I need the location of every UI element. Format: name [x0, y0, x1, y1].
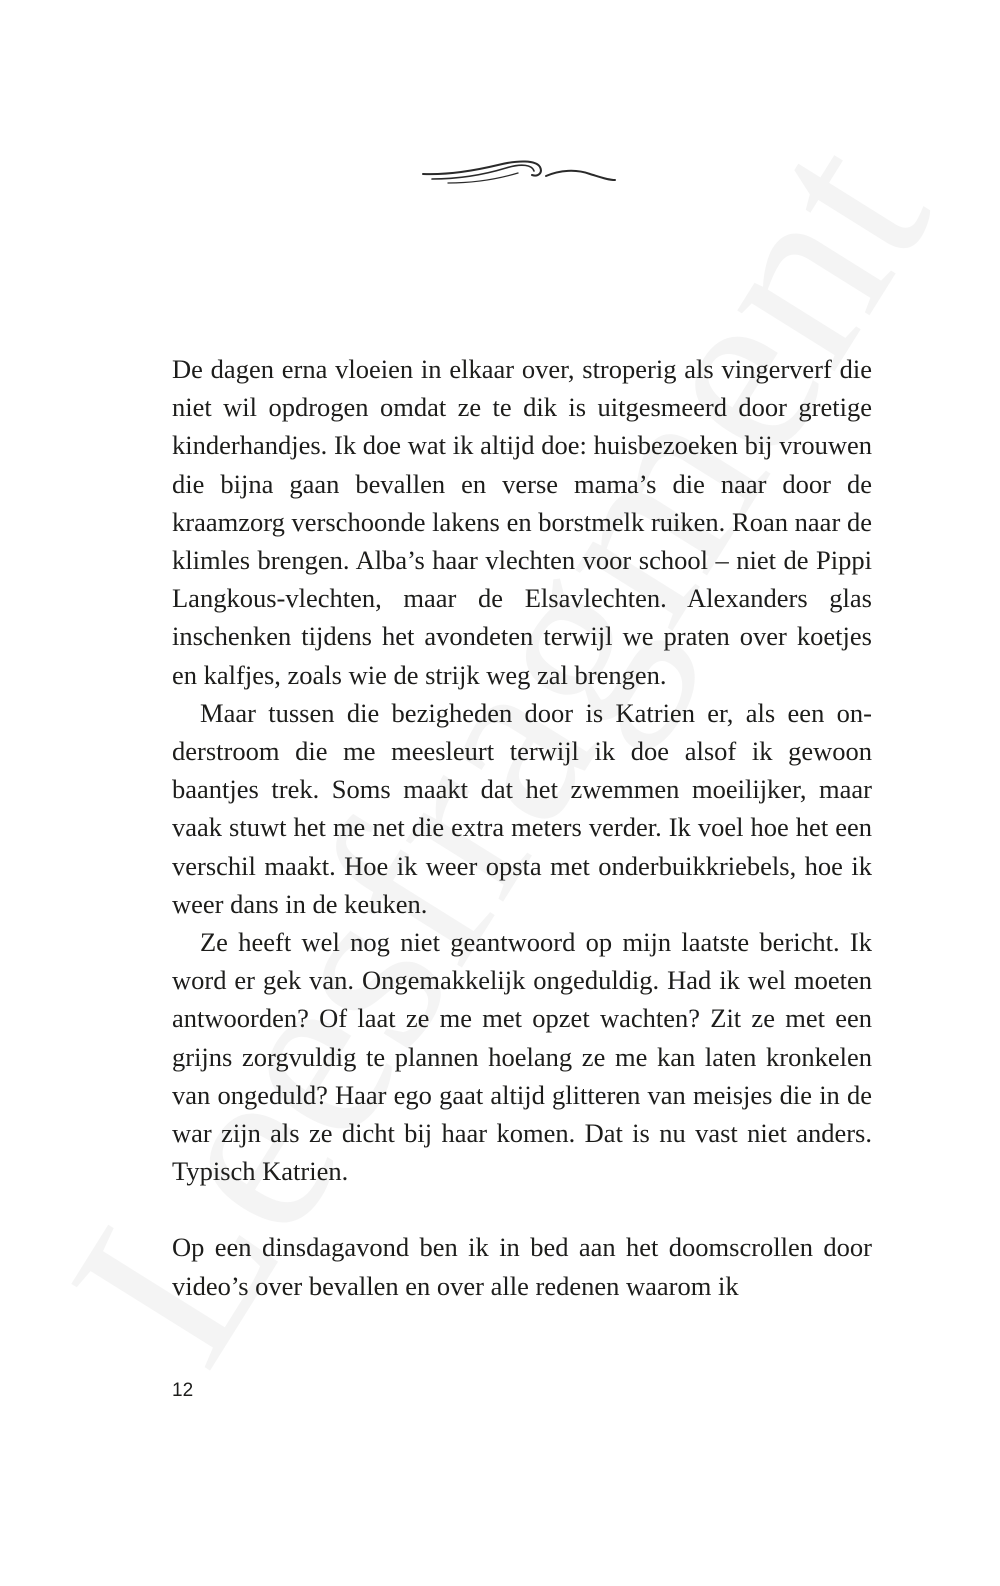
body-text — [172, 350, 872, 1305]
wave-ornament-icon — [418, 150, 618, 190]
paragraph-1: De dagen erna vloeien in elkaar over, stroperig als vingerverf die niet wil opdrogen omdat ze te dik is uitgesmeerd door gretige kinderhandjes. Ik doe wat ik altijd doe: huisbezoeken bij vrouwen die bijna gaan bevallen en verse mama’s die naar door de kraamzorg verschoonde lakens en borstmelk ruiken. Roan naar de klimles brengen. Alba’s haar vlechten voor school – niet de Pippi Langkous-vlechten, maar de Elsavlechten. Alexanders glas inschenken tijdens het avondeten terwijl we praten over koetjes en kalfjes, zoals wie de strijk weg zal brengen. — [172, 354, 872, 690]
page-number: 12 — [172, 1380, 194, 1401]
paragraph-4: Op een dinsdagavond ben ik in bed aan het doomscrollen door video’s over bevallen en over alle redenen waarom ik — [172, 1232, 872, 1301]
paragraph-2: Maar tussen die bezigheden door is Katrien er, als een onderstroom die me meesleurt terwijl ik doe alsof ik gewoon baantjes trek. Soms maakt dat het zwemmen moeilijker, maar vaak stuwt het me net die extra meters verder. Ik voel hoe het een verschil maakt. Hoe ik weer opsta met onderbuikkriebels, hoe ik weer dans in de keuken. — [172, 697, 872, 919]
paragraph-3: Ze heeft wel nog niet geantwoord op mijn laatste bericht. Ik word er gek van. Ongemakkelijk ongeduldig. Had ik wel moeten antwoorden? Of laat ze me met opzet wachten? Zit ze met een grijns zorgvuldig te plannen hoelang ze me kan laten kronkelen van ongeduld? Haar ego gaat altijd glitteren van meisjes die in de war zijn als ze dicht bij haar komen. Dat is nu vast niet anders. Typisch Katrien. — [172, 927, 872, 1187]
